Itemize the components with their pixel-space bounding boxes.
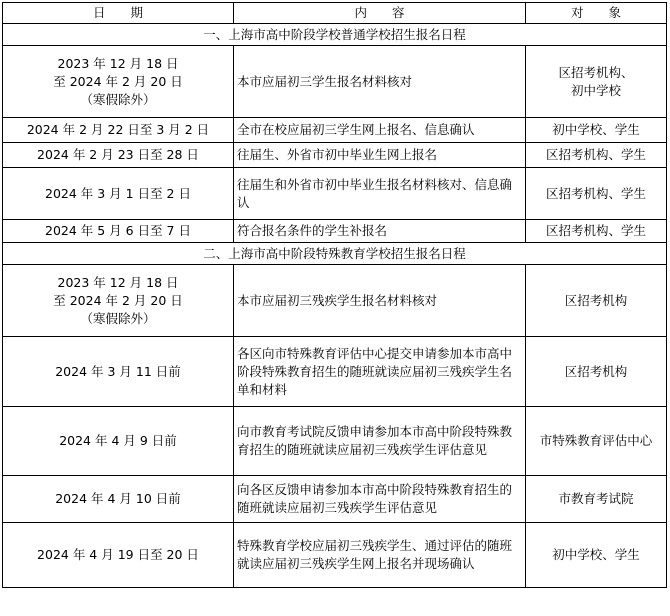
content-cell: 向各区反馈申请参加本市高中阶段特殊教育招生的随班就读应届初三残疾学生评估意见 xyxy=(234,476,526,523)
target-cell: 市教育考试院 xyxy=(526,476,667,523)
target-line: 区招考机构、 xyxy=(558,64,634,80)
date-cell: 2024 年 5 月 6 日至 7 日 xyxy=(3,220,234,243)
target-cell: 区招考机构、学生 xyxy=(526,168,667,220)
target-cell xyxy=(526,46,667,118)
date-cell: 2024 年 4 月 9 日前 xyxy=(3,407,234,476)
date-cell xyxy=(3,46,234,118)
content-cell: 全市在校应届初三学生网上报名、信息确认 xyxy=(234,118,526,143)
target-cell: 市特殊教育评估中心 xyxy=(526,407,667,476)
table-row xyxy=(3,118,667,143)
target-cell: 初中学校、学生 xyxy=(526,523,667,588)
date-line: 2023 年 12 月 18 日 xyxy=(57,274,179,290)
target-line: 初中学校 xyxy=(570,82,621,98)
table-row xyxy=(3,265,667,337)
date-line: （寒假除外） xyxy=(80,310,156,326)
target-cell: 区招考机构 xyxy=(526,337,667,407)
content-cell: 往届生、外省市初中毕业生网上报名 xyxy=(234,143,526,168)
table-row xyxy=(3,476,667,523)
target-cell: 区招考机构、学生 xyxy=(526,143,667,168)
date-line: （寒假除外） xyxy=(80,91,156,107)
content-cell: 各区向市特殊教育评估中心提交申请参加本市高中阶段特殊教育招生的随班就读应届初三残疾学生名单和材料 xyxy=(234,337,526,407)
header-date: 日 期 xyxy=(3,3,234,24)
content-cell: 本市应届初三学生报名材料核对 xyxy=(234,46,526,118)
content-cell: 符合报名条件的学生补报名 xyxy=(234,220,526,243)
content-cell: 往届生和外省市初中毕业生报名材料核对、信息确认 xyxy=(234,168,526,220)
section-title-row xyxy=(3,24,667,46)
section-title-row xyxy=(3,243,667,265)
header-content: 内 容 xyxy=(234,3,526,24)
content-cell: 向市教育考试院反馈申请参加本市高中阶段特殊教育招生的随班就读应届初三残疾学生评估意见 xyxy=(234,407,526,476)
date-cell: 2024 年 2 月 22 日至 3 月 2 日 xyxy=(3,118,234,143)
date-cell xyxy=(3,265,234,337)
table-row xyxy=(3,407,667,476)
target-cell: 区招考机构、学生 xyxy=(526,220,667,243)
target-cell: 区招考机构 xyxy=(526,265,667,337)
date-cell: 2024 年 3 月 11 日前 xyxy=(3,337,234,407)
section-2-title: 二、上海市高中阶段特殊教育学校招生报名日程 xyxy=(3,243,667,265)
schedule-table xyxy=(2,2,667,588)
header-target: 对 象 xyxy=(526,3,667,24)
date-cell: 2024 年 3 月 1 日至 2 日 xyxy=(3,168,234,220)
table-row xyxy=(3,523,667,588)
table-row xyxy=(3,168,667,220)
content-cell: 特殊教育学校应届初三残疾学生、通过评估的随班就读应届初三残疾学生网上报名并现场确认 xyxy=(234,523,526,588)
date-cell: 2024 年 4 月 10 日前 xyxy=(3,476,234,523)
table-row xyxy=(3,337,667,407)
date-cell: 2024 年 2 月 23 日至 28 日 xyxy=(3,143,234,168)
table-row xyxy=(3,220,667,243)
section-1-title: 一、上海市高中阶段学校普通学校招生报名日程 xyxy=(3,24,667,46)
date-line: 至 2024 年 2 月 20 日 xyxy=(53,292,183,308)
date-line: 2023 年 12 月 18 日 xyxy=(57,55,179,71)
date-cell: 2024 年 4 月 19 日至 20 日 xyxy=(3,523,234,588)
content-cell: 本市应届初三残疾学生报名材料核对 xyxy=(234,265,526,337)
target-cell: 初中学校、学生 xyxy=(526,118,667,143)
table-header-row xyxy=(3,3,667,24)
table-row xyxy=(3,46,667,118)
table-row xyxy=(3,143,667,168)
date-line: 至 2024 年 2 月 20 日 xyxy=(53,73,183,89)
